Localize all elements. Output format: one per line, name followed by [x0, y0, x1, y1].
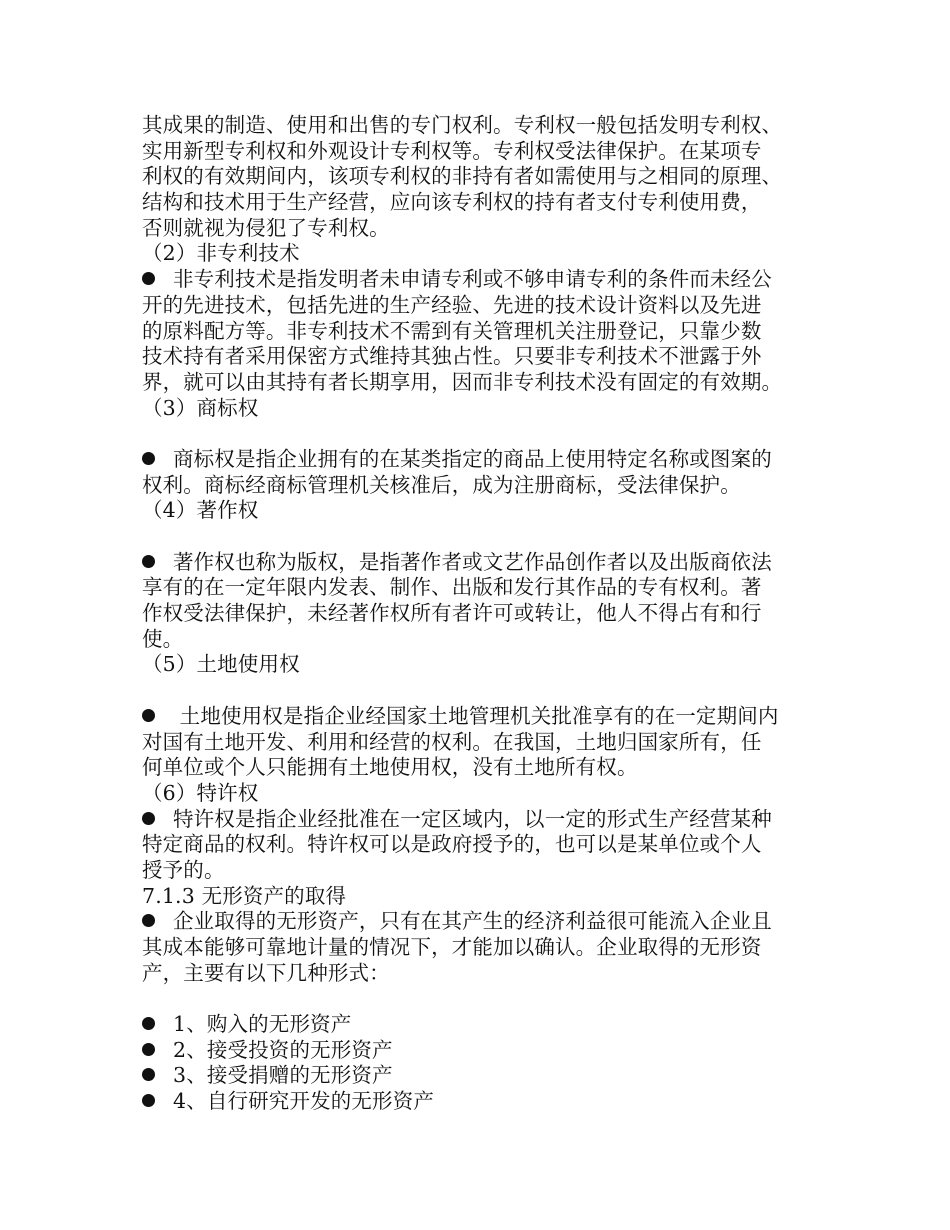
- bullet-line: [142, 1038, 820, 1064]
- line-text: 其成本能够可靠地计量的情况下，才能加以确认。企业取得的无形资: [142, 935, 762, 959]
- bullet-icon: [142, 1063, 173, 1089]
- line-text: 其成果的制造、使用和出售的专门权利。专利权一般包括发明专利权、: [142, 113, 783, 137]
- line-text: 特定商品的权利。特许权可以是政府授予的，也可以是某单位或个人: [142, 832, 762, 857]
- line-text: 作权受法律保护，未经著作权所有者许可或转让，他人不得占有和行: [142, 601, 762, 626]
- text-line: [142, 241, 820, 267]
- text-line: [142, 293, 820, 319]
- text-line: [142, 601, 820, 627]
- line-text: 非专利技术是指发明者未申请专利或不够申请专利的条件而未经公: [173, 267, 772, 292]
- line-text: 商标权是指企业拥有的在某类指定的商品上使用特定名称或图案的: [173, 446, 772, 471]
- bullet-line: [142, 1012, 820, 1038]
- text-line: [142, 370, 820, 396]
- line-text: （5）土地使用权: [142, 652, 300, 677]
- bullet-line: [142, 1063, 820, 1089]
- bullet-line: [142, 909, 820, 935]
- document-page: [142, 113, 820, 1115]
- bullet-icon: [142, 807, 173, 833]
- line-text: 享有的在一定年限内发表、制作、出版和发行其作品的专有权利。著: [142, 575, 762, 600]
- line-text: 7.1.3 无形资产的取得: [142, 883, 347, 908]
- line-text: 企业取得的无形资产，只有在其产生的经济利益很可能流入企业且: [173, 909, 772, 934]
- text-line: [142, 498, 820, 524]
- line-text: 产，主要有以下几种形式：: [142, 960, 390, 985]
- line-text: （2）非专利技术: [142, 241, 300, 266]
- line-text: 对国有土地开发、利用和经营的权利。在我国，土地归国家所有，任: [142, 729, 762, 754]
- bullet-line: [142, 550, 820, 576]
- line-text: 利权的有效期间内，该项专利权的非持有者如需使用与之相同的原理、: [142, 164, 783, 189]
- text-line: [142, 781, 820, 807]
- line-text: 1、购入的无形资产: [173, 1012, 352, 1037]
- bullet-icon: [142, 550, 173, 576]
- text-line: [142, 652, 820, 678]
- text-line: [142, 319, 820, 345]
- text-line: [142, 575, 820, 601]
- line-text: （6）特许权: [142, 780, 259, 805]
- bullet-icon: [142, 447, 173, 473]
- text-line: [142, 832, 820, 858]
- bullet-line: [142, 447, 820, 473]
- line-text: 实用新型专利权和外观设计专利权等。专利权受法律保护。在某项专: [142, 138, 762, 163]
- line-text: 特许权是指企业经批准在一定区域内，以一定的形式生产经营某种: [173, 806, 772, 831]
- line-text: 界，就可以由其持有者长期享用，因而非专利技术没有固定的有效期。: [142, 369, 783, 394]
- bullet-line: [142, 704, 820, 730]
- text-line: [142, 113, 820, 139]
- blank-line: [142, 986, 820, 1012]
- blank-line: [142, 524, 820, 550]
- line-text: 土地使用权是指企业经国家土地管理机关批准享有的在一定期间内: [173, 703, 779, 728]
- bullet-line: [142, 1089, 820, 1115]
- bullet-line: [142, 807, 820, 833]
- bullet-line: [142, 267, 820, 293]
- line-text: 否则就视为侵犯了专利权。: [142, 215, 390, 240]
- bullet-icon: [142, 267, 173, 293]
- blank-line: [142, 421, 820, 447]
- bullet-icon: [142, 1089, 173, 1115]
- line-text: 技术持有者采用保密方式维持其独占性。只要非专利技术不泄露于外: [142, 344, 762, 369]
- text-line: [142, 344, 820, 370]
- text-line: [142, 884, 820, 910]
- line-text: 3、接受捐赠的无形资产: [173, 1063, 393, 1088]
- line-text: 著作权也称为版权，是指著作者或文艺作品创作者以及出版商依法: [173, 549, 772, 574]
- line-text: 结构和技术用于生产经营，应向该专利权的持有者支付专利使用费，: [142, 190, 762, 215]
- text-line: [142, 935, 820, 961]
- text-line: [142, 473, 820, 499]
- line-text: 使。: [142, 626, 184, 651]
- line-text: （4）著作权: [142, 498, 259, 523]
- text-line: [142, 190, 820, 216]
- bullet-icon: [142, 1012, 173, 1038]
- text-line: [142, 961, 820, 987]
- text-line: [142, 627, 820, 653]
- text-line: [142, 396, 820, 422]
- line-text: 何单位或个人只能拥有土地使用权，没有土地所有权。: [142, 755, 638, 780]
- text-line: [142, 730, 820, 756]
- bullet-icon: [142, 1038, 173, 1064]
- line-text: 的原料配方等。非专利技术不需到有关管理机关注册登记，只靠少数: [142, 318, 762, 343]
- text-line: [142, 139, 820, 165]
- text-line: [142, 858, 820, 884]
- line-text: （3）商标权: [142, 395, 259, 420]
- bullet-icon: [142, 909, 173, 935]
- text-line: [142, 216, 820, 242]
- text-line: [142, 755, 820, 781]
- line-text: 授予的。: [142, 857, 225, 882]
- blank-line: [142, 678, 820, 704]
- line-text: 2、接受投资的无形资产: [173, 1037, 393, 1062]
- line-text: 4、自行研究开发的无形资产: [173, 1089, 434, 1114]
- line-text: 权利。商标经商标管理机关核准后，成为注册商标，受法律保护。: [142, 472, 741, 497]
- text-line: [142, 164, 820, 190]
- line-text: 开的先进技术，包括先进的生产经验、先进的技术设计资料以及先进: [142, 292, 762, 317]
- bullet-icon: [142, 704, 173, 730]
